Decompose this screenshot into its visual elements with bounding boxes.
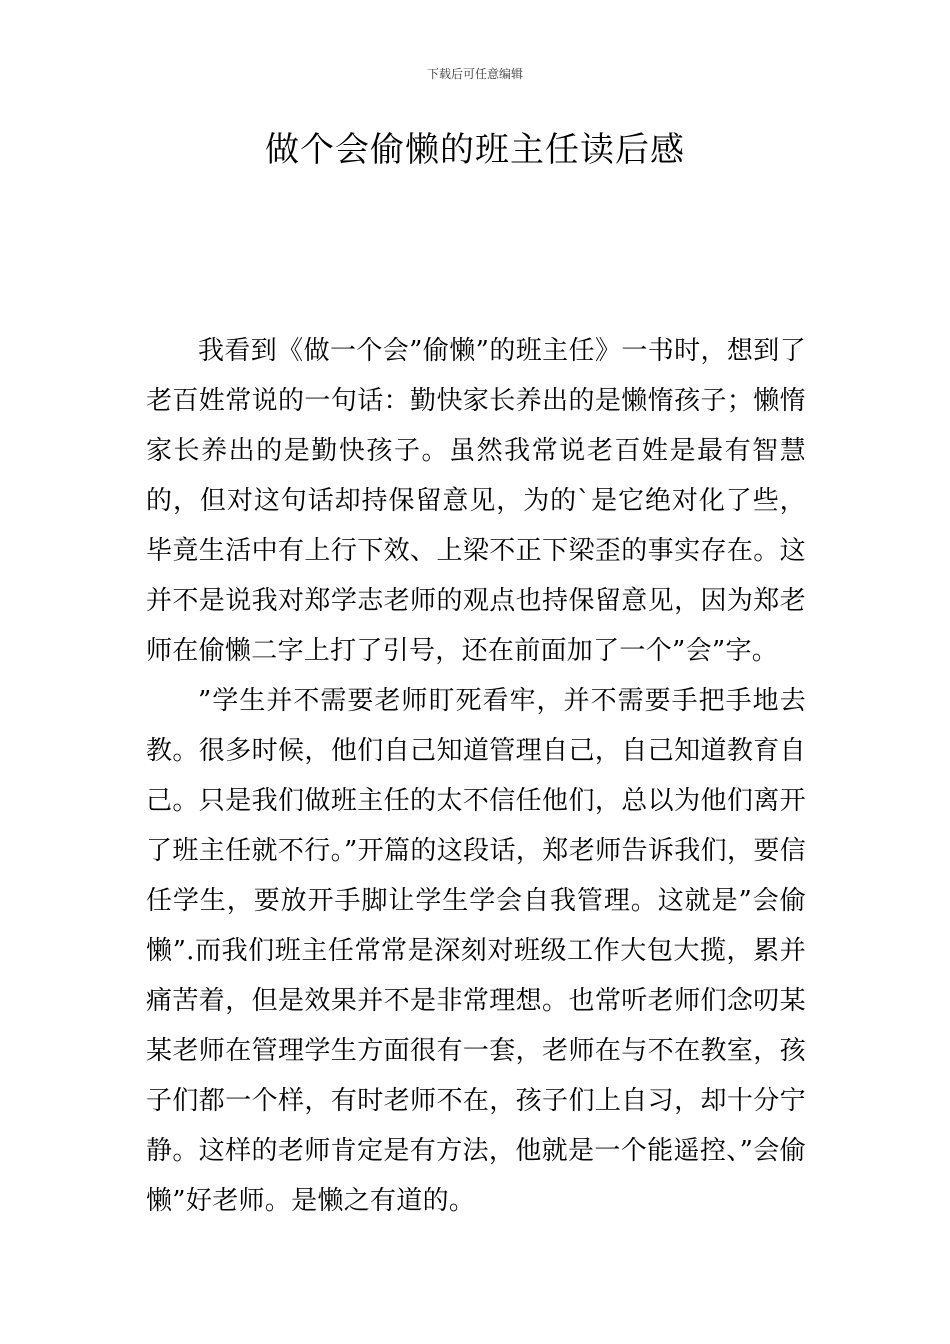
document-title: 做个会偷懒的班主任读后感 bbox=[265, 130, 685, 170]
paragraph-2: ”学生并不需要老师盯死看牢，并不需要手把手地去教。很多时候，他们自己知道管理自己，自己知道教育自己。只是我们做班主任的太不信任他们，总以为他们离开了班主任就不行。”开篇的这段话，郑老师告诉我们，要信任学生，要放开手脚让学生学会自我管理。这就是”会偷懒”.而我们班主任常常是深刻对班级工作大包大揽，累并痛苦着，但是效果并不是非常理想。也常听老师们念叨某某老师在管理学生方面很有一套，老师在与不在教室，孩子们都一个样，有时老师不在，孩子们上自习，却十分宁静。这样的老师肯定是有方法，他就是一个能遥控、”会偷懒”好老师。是懒之有道的。 bbox=[146, 686, 806, 1216]
paragraph-1: 我看到《做一个会”偷懒”的班主任》一书时，想到了老百姓常说的一句话：勤快家长养出的是懒惰孩子；懒惰家长养出的是勤快孩子。虽然我常说老百姓是最有智慧的，但对这句话却持保留意见，为的`是它绝对化了些，毕竟生活中有上行下效、上梁不正下梁歪的事实存在。这并不是说我对郑学志老师的观点也持保留意见，因为郑老师在偷懒二字上打了引号，还在前面加了一个”会”字。 bbox=[146, 336, 806, 666]
document-body bbox=[146, 326, 806, 1226]
header-note: 下载后可任意编辑 bbox=[426, 67, 523, 81]
